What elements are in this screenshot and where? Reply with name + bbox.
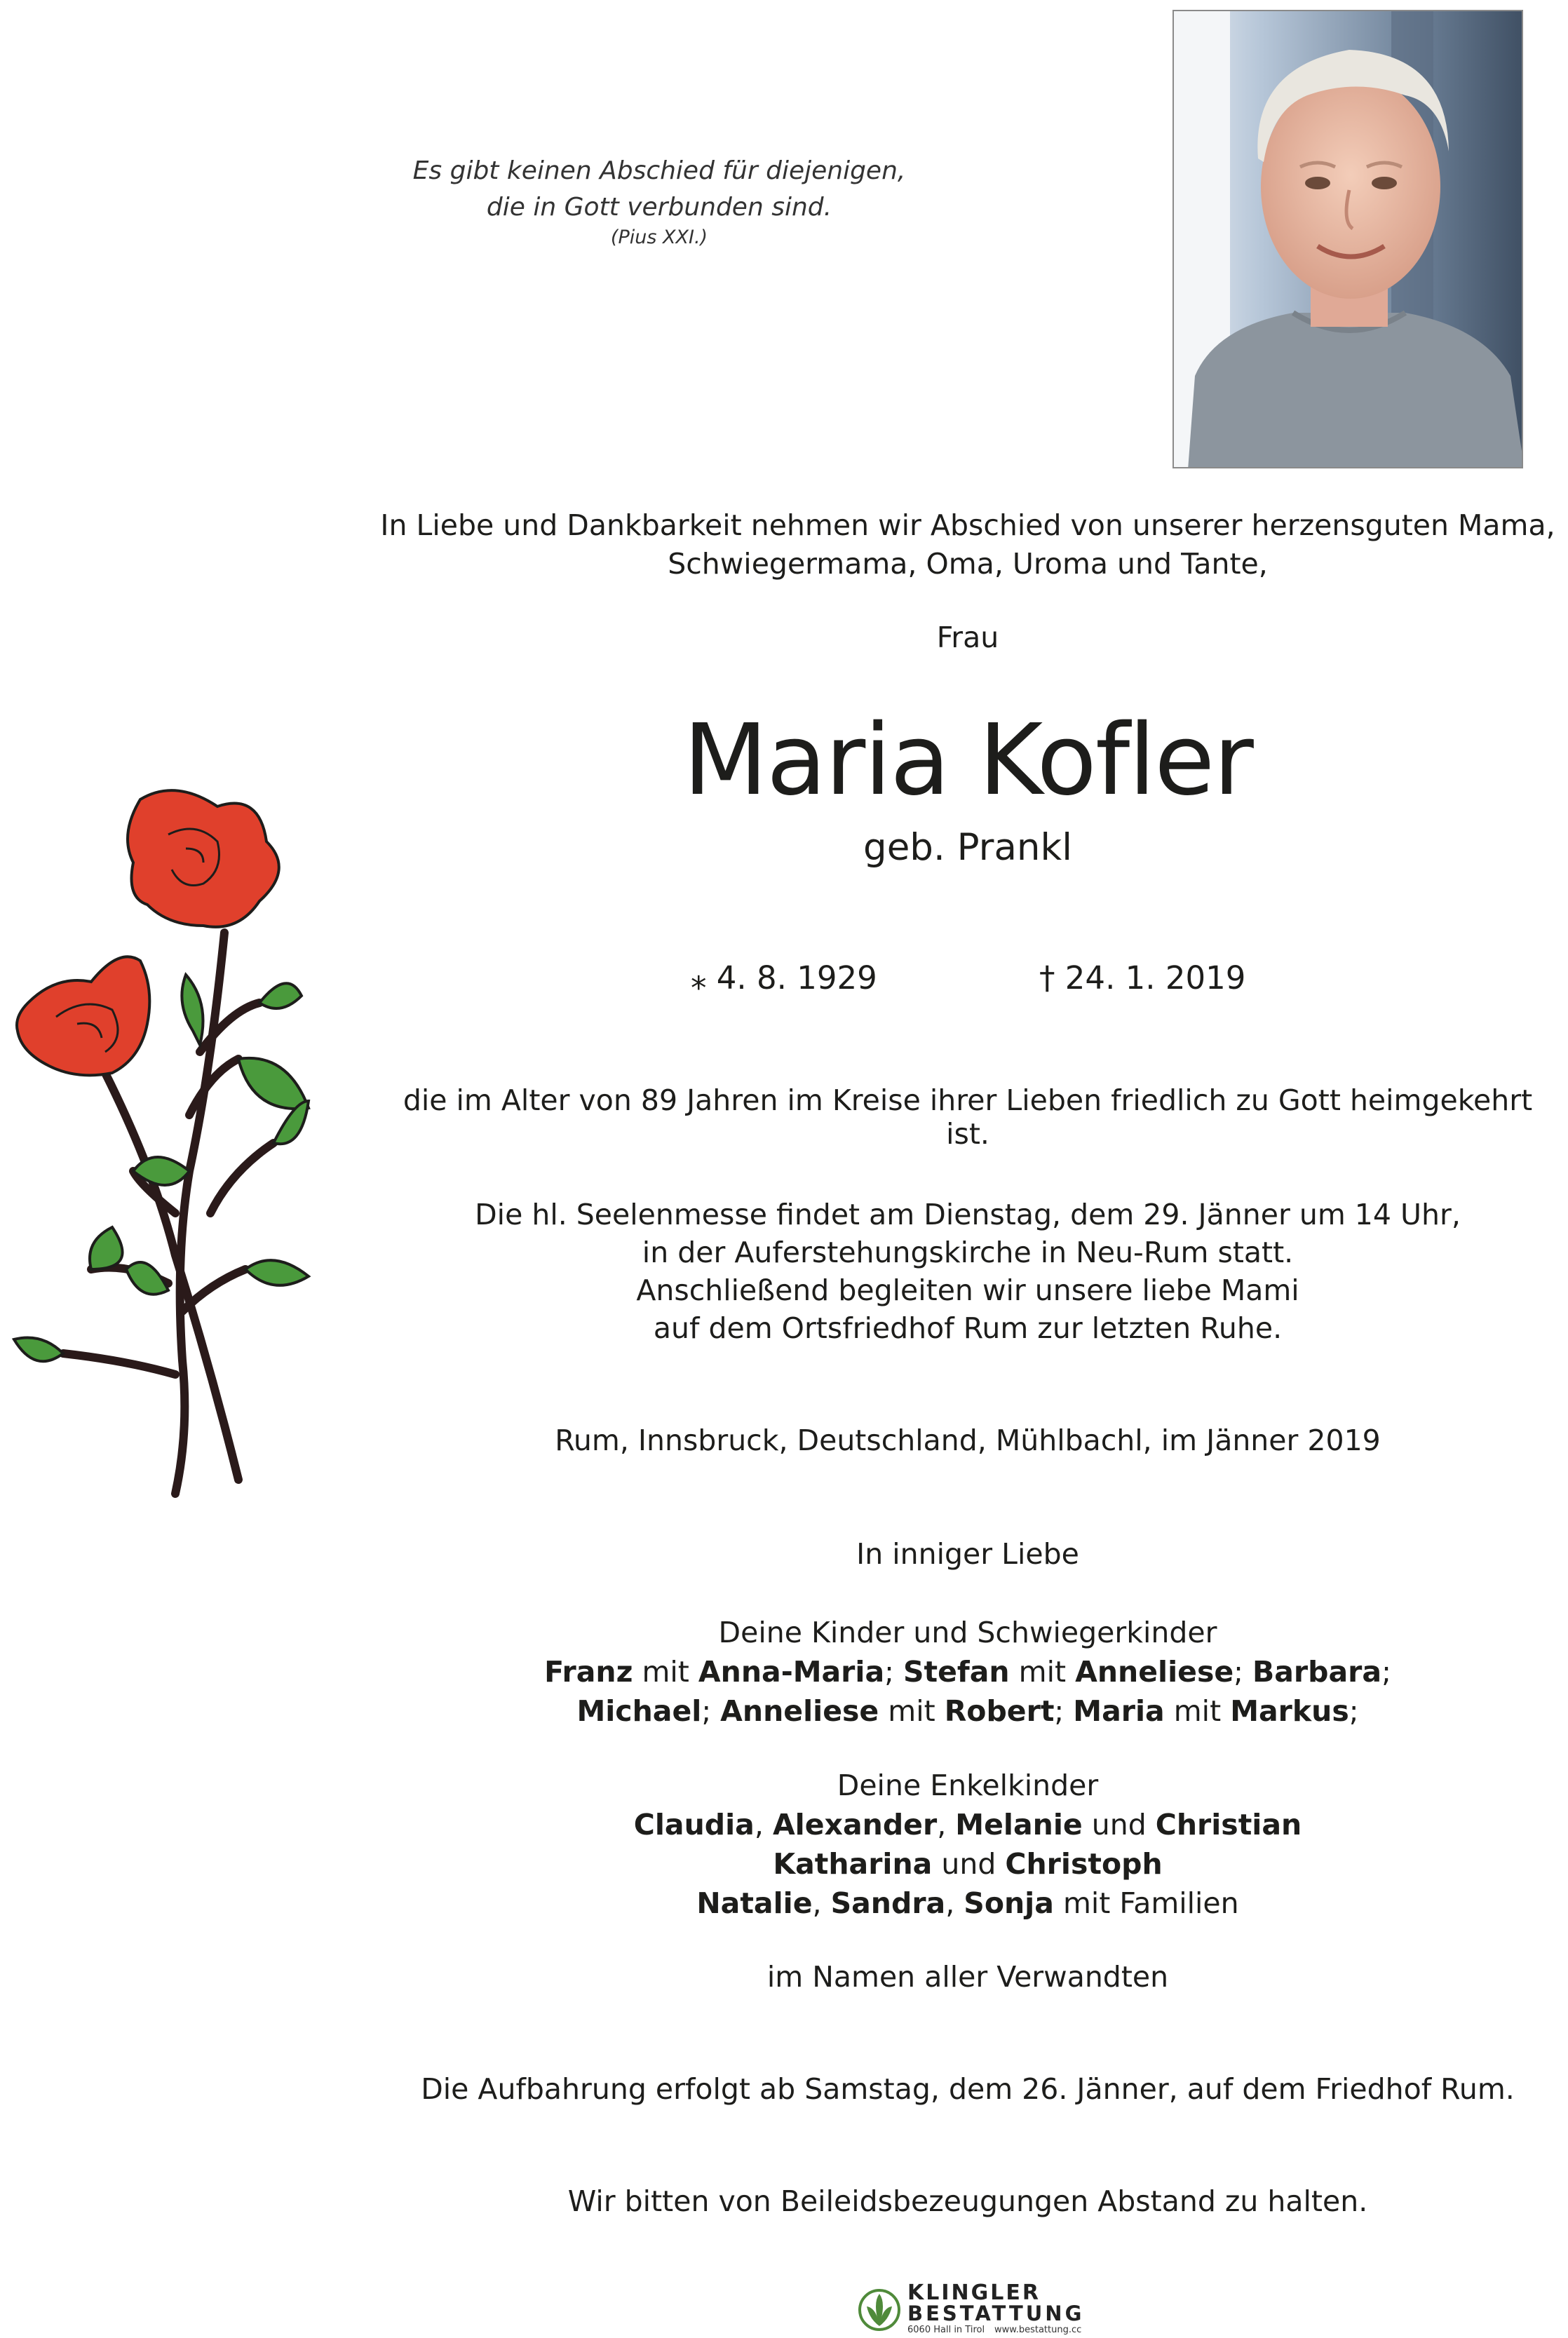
connector: mit Familien (1053, 1886, 1239, 1920)
separator: ; (1349, 1694, 1359, 1728)
relatives-text: im Namen aller Verwandten (766, 1960, 1169, 1994)
child-name: Maria (1073, 1694, 1165, 1728)
grandchildren-line-3 (379, 1884, 1557, 1923)
separator: ; (884, 1655, 903, 1689)
separator: ; (701, 1694, 721, 1728)
child-name: Barbara (1252, 1655, 1382, 1689)
grandchild-name: Sonja (964, 1886, 1054, 1920)
connector: mit (1164, 1694, 1231, 1728)
place-date: Rum, Innsbruck, Deutschland, Mühlbachl, im Jänner 2019 (555, 1424, 1381, 1457)
child-name: Stefan (903, 1655, 1010, 1689)
roses-illustration (0, 778, 323, 1508)
grandchildren-line-1 (379, 1805, 1557, 1844)
portrait-photo (1172, 10, 1523, 468)
grandchildren-block (379, 1766, 1557, 1923)
child-name: Robert (944, 1694, 1055, 1728)
condolences-text: Wir bitten von Beileidsbezeugungen Abstand zu halten. (567, 2184, 1368, 2218)
child-name: Anneliese (1075, 1655, 1234, 1689)
grandchild-name: Natalie (696, 1886, 813, 1920)
quote (379, 153, 940, 250)
separator: ; (1381, 1655, 1391, 1689)
logo-address: 6060 Hall in Tirol (907, 2325, 985, 2335)
separator: , (754, 1808, 773, 1842)
funeral-home-logo (857, 2280, 1088, 2337)
mass-line-4: auf dem Ortsfriedhof Rum zur letzten Ruhe. (653, 1311, 1283, 1345)
grandchildren-heading: Deine Enkelkinder (837, 1769, 1099, 1802)
grandchildren-line-2 (379, 1844, 1557, 1884)
grandchild-name: Katharina (773, 1847, 933, 1881)
maiden-name: geb. Prankl (863, 826, 1072, 869)
mass-line-2: in der Auferstehungskirche in Neu-Rum statt. (642, 1236, 1294, 1269)
logo-emblem-icon (857, 2285, 902, 2334)
intro-line-1: In Liebe und Dankbarkeit nehmen wir Abschied von unserer herzensguten Mama, (380, 508, 1555, 542)
grandchild-name: Sandra (830, 1886, 946, 1920)
separator: ; (1054, 1694, 1074, 1728)
child-name: Anneliese (720, 1694, 879, 1728)
quote-line-1: Es gibt keinen Abschied für diejenigen, (412, 156, 906, 185)
separator: , (945, 1886, 964, 1920)
deceased-name: Maria Kofler (683, 703, 1252, 818)
child-name: Anna-Maria (698, 1655, 885, 1689)
age-text: die im Alter von 89 Jahren im Kreise ihrer Lieben friedlich zu Gott heimgekehrt ist. (403, 1083, 1533, 1151)
children-line-1 (379, 1652, 1557, 1691)
connector: und (1082, 1808, 1156, 1842)
grandchild-name: Claudia (633, 1808, 755, 1842)
separator: ; (1234, 1655, 1253, 1689)
in-love: In inniger Liebe (856, 1537, 1079, 1571)
grandchild-name: Melanie (955, 1808, 1083, 1842)
mass-info (379, 1196, 1557, 1347)
logo-website: www.bestattung.cc (994, 2325, 1082, 2335)
children-block (379, 1613, 1557, 1731)
grandchild-name: Alexander (772, 1808, 938, 1842)
grandchild-name: Christoph (1005, 1847, 1163, 1881)
death-date: † 24. 1. 2019 (1039, 959, 1246, 996)
intro-text (379, 506, 1557, 583)
quote-line-2: die in Gott verbunden sind. (486, 193, 832, 222)
grandchild-name: Christian (1155, 1808, 1302, 1842)
mass-line-3: Anschließend begleiten wir unsere liebe Mami (636, 1273, 1299, 1307)
logo-name: KLINGLER (907, 2280, 1041, 2305)
connector: mit (1009, 1655, 1076, 1689)
mass-line-1: Die hl. Seelenmesse findet am Dienstag, dem 29. Jänner um 14 Uhr, (475, 1198, 1461, 1231)
quote-source: (Pius XXI.) (610, 227, 708, 248)
separator: , (812, 1886, 831, 1920)
separator: , (937, 1808, 956, 1842)
laying-out-text: Die Aufbahrung erfolgt ab Samstag, dem 26. Jänner, auf dem Friedhof Rum. (421, 2072, 1515, 2106)
child-name: Markus (1230, 1694, 1349, 1728)
logo-subtitle: BESTATTUNG (907, 2302, 1085, 2325)
children-line-2 (379, 1691, 1557, 1731)
child-name: Michael (576, 1694, 702, 1728)
children-heading: Deine Kinder und Schwiegerkinder (718, 1616, 1217, 1649)
intro-line-2: Schwiegermama, Oma, Uroma und Tante, (668, 547, 1268, 581)
salutation: Frau (936, 621, 999, 654)
connector: mit (633, 1655, 698, 1689)
child-name: Franz (544, 1655, 633, 1689)
connector: und (932, 1847, 1006, 1881)
connector: mit (879, 1694, 945, 1728)
birth-date: ⁎ 4. 8. 1929 (691, 959, 877, 996)
